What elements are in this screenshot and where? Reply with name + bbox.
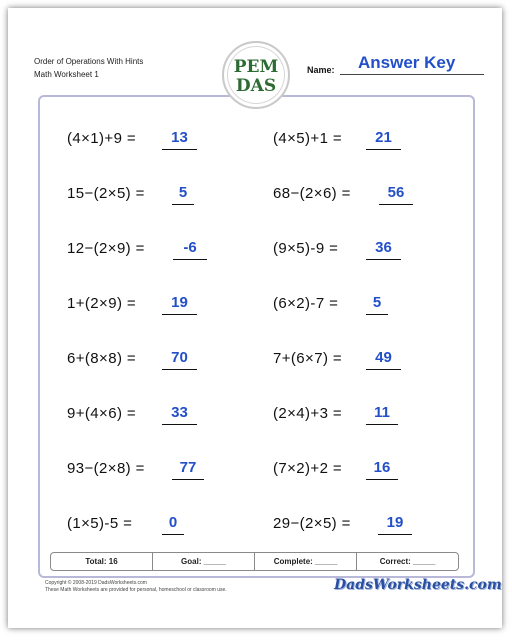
correct-cell: Correct: _____ xyxy=(379,557,436,566)
problem-expression: 15−(2×5) = xyxy=(67,185,145,202)
answer-value: 5 xyxy=(178,184,188,201)
answer-value: 16 xyxy=(373,459,391,476)
answer-value: 36 xyxy=(375,239,392,256)
problem-expression: (1×5)-5 = xyxy=(67,515,133,532)
problem-left-1 xyxy=(67,124,217,150)
problem-right-7 xyxy=(273,454,423,480)
problem-expression: (4×5)+1 = xyxy=(273,130,343,147)
problem-left-5 xyxy=(67,344,217,370)
problem-right-3 xyxy=(273,234,423,260)
answer-blank[interactable] xyxy=(162,347,197,370)
answer-value: 0 xyxy=(168,514,178,531)
problem-right-2 xyxy=(273,179,423,205)
problem-left-7 xyxy=(67,454,217,480)
answer-value: 21 xyxy=(375,129,392,146)
answer-value: 33 xyxy=(171,404,188,421)
problem-expression: 7+(6×7) = xyxy=(273,350,343,367)
title-line-1: Order of Operations With Hints xyxy=(34,57,144,66)
answer-blank[interactable] xyxy=(172,457,204,480)
answer-blank[interactable] xyxy=(366,237,401,260)
problem-right-4 xyxy=(273,289,423,315)
answer-value: 77 xyxy=(179,459,197,476)
goal-cell: Goal: _____ xyxy=(153,553,255,570)
title-line-2: Math Worksheet 1 xyxy=(34,70,99,79)
problem-right-1 xyxy=(273,124,423,150)
answer-blank[interactable] xyxy=(378,512,412,535)
score-bar xyxy=(50,552,459,571)
problem-left-2 xyxy=(67,179,217,205)
problem-right-6 xyxy=(273,399,423,425)
problem-expression: 68−(2×6) = xyxy=(273,185,351,202)
problem-expression: 9+(4×6) = xyxy=(67,405,137,422)
problems-panel xyxy=(38,95,475,578)
answer-blank[interactable] xyxy=(366,347,401,370)
answer-value: -6 xyxy=(183,239,197,256)
answer-blank[interactable] xyxy=(366,402,398,425)
problem-left-6 xyxy=(67,399,217,425)
problem-expression: (4×1)+9 = xyxy=(67,130,137,147)
answer-blank[interactable] xyxy=(162,512,184,535)
answer-value: 13 xyxy=(171,129,188,146)
answer-value: 5 xyxy=(372,294,382,311)
total-cell: Total: 16 xyxy=(51,553,153,570)
problem-expression: 93−(2×8) = xyxy=(67,460,145,477)
copyright-notice xyxy=(45,580,227,594)
answer-value: 19 xyxy=(171,294,188,311)
brand-logo: DadsWorksheets.com xyxy=(334,577,502,593)
problem-right-8 xyxy=(273,509,423,535)
answer-blank[interactable] xyxy=(366,292,388,315)
problem-expression: (9×5)-9 = xyxy=(273,240,339,257)
complete-cell: Complete: _____ xyxy=(255,553,357,570)
answer-value: 11 xyxy=(374,404,390,421)
problem-expression: (2×4)+3 = xyxy=(273,405,343,422)
answer-blank[interactable] xyxy=(162,292,197,315)
worksheet-title xyxy=(34,55,143,81)
copyright-line-2: These Math Worksheets are provided for personal, homeschool or classroom use. xyxy=(45,587,227,593)
answer-key-label: Answer Key xyxy=(358,53,456,72)
answer-value: 56 xyxy=(387,184,405,201)
problem-right-5 xyxy=(273,344,423,370)
problem-left-3 xyxy=(67,234,217,260)
answer-blank[interactable] xyxy=(162,402,197,425)
problem-expression: 1+(2×9) = xyxy=(67,295,137,312)
problem-left-4 xyxy=(67,289,217,315)
answer-blank[interactable] xyxy=(162,127,197,150)
problem-expression: 29−(2×5) = xyxy=(273,515,351,532)
answer-blank[interactable] xyxy=(366,457,398,480)
copyright-line-1: Copyright © 2008-2019 DadsWorksheets.com xyxy=(45,580,147,586)
answer-value: 49 xyxy=(375,349,392,366)
problem-expression: (7×2)+2 = xyxy=(273,460,343,477)
answer-value: 19 xyxy=(386,514,404,531)
answer-value: 70 xyxy=(171,349,188,366)
logo-line-1: PEM xyxy=(233,57,279,77)
answer-blank[interactable] xyxy=(379,182,413,205)
problem-expression: (6×2)-7 = xyxy=(273,295,339,312)
problem-left-8 xyxy=(67,509,217,535)
logo-line-2: DAS xyxy=(235,76,277,96)
answer-blank[interactable] xyxy=(366,127,401,150)
problem-expression: 12−(2×9) = xyxy=(67,240,145,257)
answer-blank[interactable] xyxy=(173,237,207,260)
problem-expression: 6+(8×8) = xyxy=(67,350,137,367)
pemdas-logo xyxy=(222,41,290,109)
answer-blank[interactable] xyxy=(172,182,194,205)
name-label: Name: xyxy=(307,65,335,75)
